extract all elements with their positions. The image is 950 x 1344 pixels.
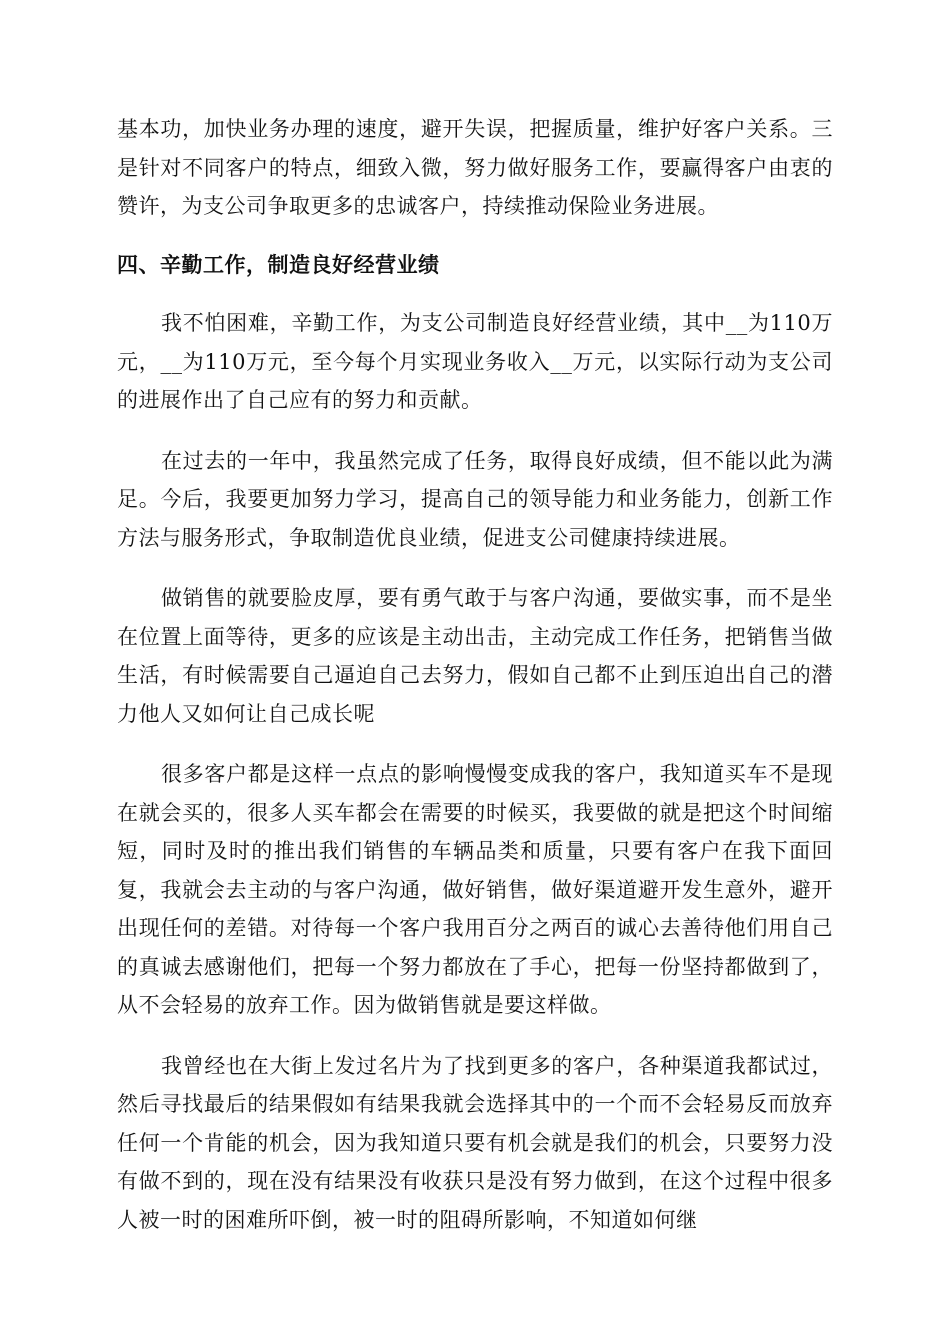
paragraph-performance: 我不怕困难，辛勤工作，为支公司制造良好经营业绩，其中__为110万元，__为110万元，至今每个月实现业务收入__万元，以实际行动为支公司的进展作出了自己应有的努力和贡献。 xyxy=(117,311,833,412)
paragraph-sales-attitude: 做销售的就要脸皮厚，要有勇气敢于与客户沟通，要做实事，而不是坐在位置上面等待，更多的应该是主动出击，主动完成工作任务，把销售当做生活，有时候需要自己逼迫自己去努力，假如自己都不止到压迫出自己的潜力他人又如何让自己成长呢 xyxy=(117,586,833,726)
paragraph-reflection: 在过去的一年中，我虽然完成了任务，取得良好成绩，但不能以此为满足。今后，我要更加努力学习，提高自己的领导能力和业务能力，创新工作方法与服务形式，争取制造优良业绩，促进支公司健康持续进展。 xyxy=(117,448,833,550)
section-heading: 四、辛勤工作，制造良好经营业绩 xyxy=(117,252,440,277)
continued-paragraph: 基本功，加快业务办理的速度，避开失误，把握质量，维护好客户关系。三是针对不同客户的特点，细致入微，努力做好服务工作，要赢得客户由衷的赞许，为支公司争取更多的忠诚客户，持续推动保险业务进展。 xyxy=(117,117,833,218)
document-body xyxy=(117,110,833,1239)
paragraph-persistence: 我曾经也在大街上发过名片为了找到更多的客户，各种渠道我都试过，然后寻找最后的结果假如有结果我就会选择其中的一个而不会轻易反而放弃任何一个肯能的机会，因为我知道只要有机会就是我们的机会，只要努力没有做不到的，现在没有结果没有收获只是没有努力做到，在这个过程中很多人被一时的困难所吓倒，被一时的阻碍所影响，不知道如何继 xyxy=(117,1053,833,1232)
paragraph-customer-service: 很多客户都是这样一点点的影响慢慢变成我的客户，我知道买车不是现在就会买的，很多人买车都会在需要的时候买，我要做的就是把这个时间缩短，同时及时的推出我们销售的车辆品类和质量，只要有客户在我下面回复，我就会去主动的与客户沟通，做好销售，做好渠道避开发生意外，避开出现任何的差错。对待每一个客户我用百分之两百的诚心去善待他们用自己的真诚去感谢他们，把每一个努力都放在了手心，把每一份坚持都做到了，从不会轻易的放弃工作。因为做销售就是要这样做。 xyxy=(117,762,833,1017)
